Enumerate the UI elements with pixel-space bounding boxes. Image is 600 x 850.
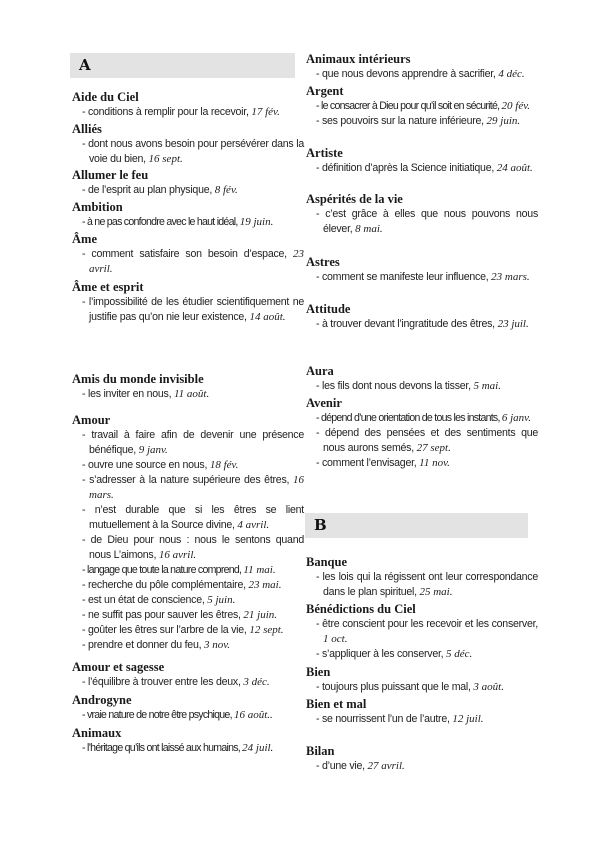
subentry-text: - dépend des pensées et des sentiments que nous aurons semés, [316, 427, 538, 454]
index-subentry [306, 456, 538, 471]
subentry-date: 20 fév. [501, 100, 531, 112]
index-subentry [306, 647, 538, 662]
index-subentry [306, 67, 538, 82]
index-term: Bien [306, 665, 331, 679]
subentry-date: 14 août. [249, 311, 286, 323]
index-subentry [72, 458, 304, 473]
subentry-date: 23 avril. [89, 248, 304, 275]
index-subentry [306, 426, 538, 456]
subentry-text: - à ne pas confondre avec le haut idéal, [82, 216, 240, 228]
index-term: Aura [306, 364, 334, 378]
subentry-date: 24 août. [496, 162, 533, 174]
subentry-text: - travail à faire afin de devenir une présence bénéfique, [82, 429, 304, 456]
subentry-text: - de Dieu pour nous : nous le sentons quand nous L’aimons, [82, 534, 304, 561]
subentry-date: 5 mai. [473, 380, 501, 392]
index-term: Âme [72, 232, 97, 246]
subentry-text: - ses pouvoirs sur la nature inférieure, [316, 115, 487, 127]
index-term: Attitude [306, 302, 351, 316]
subentry-text: - définition d’après la Science initiatique, [316, 162, 497, 174]
index-term: Bilan [306, 744, 335, 758]
subentry-text: - n’est durable que si les êtres se lient mutuellement à la Source divine, [82, 504, 304, 531]
subentry-date: 24 juil. [242, 742, 274, 754]
index-term: Animaux [72, 726, 122, 740]
index-term: Aspérités de la vie [306, 192, 403, 206]
subentry-text: - les fils dont nous devons la tisser, [316, 380, 474, 392]
subentry-date: 12 juil. [452, 713, 484, 725]
index-term: Amour et sagesse [72, 660, 165, 674]
index-subentry [306, 570, 538, 600]
subentry-date: 12 sept. [249, 624, 284, 636]
subentry-date: 4 avril. [237, 519, 270, 531]
index-term: Amis du monde invisible [72, 372, 204, 386]
subentry-date: 27 avril. [367, 760, 405, 772]
index-term: Astres [306, 255, 340, 269]
subentry-text: - l’impossibilité de les étudier scientifiquement ne justifie pas qu’on nie leur existence, [82, 296, 304, 323]
subentry-text: - l’héritage qu’ils ont laissé aux humains, [82, 742, 243, 754]
subentry-date: 23 mai. [248, 579, 282, 591]
subentry-date: 11 août. [174, 388, 210, 400]
index-entry [306, 364, 538, 394]
index-entry [72, 660, 304, 690]
section-letter: B [314, 516, 327, 534]
index-entry [72, 200, 304, 230]
subentry-text: - prendre et donner du feu, [82, 639, 204, 651]
subentry-date: 3 août. [473, 681, 504, 693]
subentry-date: 16 avril. [158, 549, 197, 561]
index-term: Alliés [72, 122, 102, 136]
index-subentry [306, 712, 538, 727]
subentry-text: - les inviter en nous, [82, 388, 174, 400]
subentry-text: - c’est grâce à elles que nous pouvons nous élever, [316, 208, 538, 235]
subentry-text: - vraie nature de notre être psychique, [82, 709, 234, 721]
subentry-text: - l’équilibre à trouver entre les deux, [82, 676, 244, 688]
subentry-text: - toujours plus puissant que le mal, [316, 681, 474, 693]
index-subentry [306, 759, 538, 774]
index-subentry [72, 623, 304, 638]
subentry-date: 11 mai. [243, 564, 276, 576]
subentry-date: 5 juin. [207, 594, 236, 606]
index-entry [306, 255, 538, 285]
index-entry [306, 396, 538, 471]
subentry-date: 19 juin. [239, 216, 274, 228]
index-subentry [72, 638, 304, 653]
index-term: Banque [306, 555, 347, 569]
section-header-a [70, 53, 295, 78]
index-subentry [72, 708, 304, 723]
subentry-text: - langage que toute la nature comprend, [82, 564, 244, 576]
index-subentry [306, 99, 538, 114]
subentry-text: - les lois qui la régissent ont leur correspondance dans le plan spirituel, [316, 571, 538, 598]
subentry-date: 8 mai. [355, 223, 383, 235]
subentry-date: 18 fév. [209, 459, 239, 471]
subentry-text: - ne suffit pas pour sauver les êtres, [82, 609, 244, 621]
subentry-text: - le consacrer à Dieu pour qu’il soit en sécurité, [316, 100, 502, 112]
index-subentry [306, 161, 538, 176]
index-term: Ambition [72, 200, 123, 214]
index-subentry [72, 608, 304, 623]
index-term: Artiste [306, 146, 343, 160]
index-subentry [72, 387, 304, 402]
index-subentry [72, 428, 304, 458]
subentry-date: 16 août.. [233, 709, 273, 721]
subentry-text: - est un état de conscience, [82, 594, 208, 606]
subentry-date: 4 déc. [498, 68, 525, 80]
index-subentry [72, 741, 304, 756]
section-header-b [305, 513, 528, 538]
subentry-text: - dont nous avons besoin pour persévérer dans la voie du bien, [82, 138, 304, 165]
subentry-text: - s’appliquer à les conserver, [316, 648, 447, 660]
subentry-text: - que nous devons apprendre à sacrifier, [316, 68, 499, 80]
index-entry [72, 280, 304, 325]
index-entry [306, 555, 538, 600]
subentry-date: 16 mars. [89, 474, 304, 501]
subentry-date: 25 mai. [419, 586, 453, 598]
index-subentry [72, 533, 304, 563]
index-entry [72, 413, 304, 653]
subentry-text: - conditions à remplir pour la recevoir, [82, 106, 252, 118]
subentry-date: 23 juil. [497, 318, 529, 330]
subentry-date: 3 déc. [243, 676, 270, 688]
subentry-text: - ouvre une source en nous, [82, 459, 210, 471]
subentry-date: 17 fév. [251, 106, 280, 118]
index-subentry [72, 105, 304, 120]
subentry-date: 6 janv. [501, 412, 531, 424]
subentry-text: - de l’esprit au plan physique, [82, 184, 215, 196]
index-subentry [72, 247, 304, 277]
subentry-text: - goûter les êtres sur l’arbre de la vie, [82, 624, 250, 636]
index-entry [72, 122, 304, 167]
subentry-date: 11 nov. [419, 457, 450, 469]
index-entry [72, 693, 304, 723]
index-term: Androgyne [72, 693, 132, 707]
index-term: Amour [72, 413, 111, 427]
index-subentry [72, 563, 304, 578]
index-subentry [72, 183, 304, 198]
index-subentry [306, 379, 538, 394]
index-entry [306, 744, 538, 774]
index-subentry [306, 207, 538, 237]
index-subentry [72, 578, 304, 593]
index-subentry [72, 593, 304, 608]
index-entry [306, 302, 538, 332]
section-letter: A [79, 56, 91, 74]
index-subentry [306, 114, 538, 129]
subentry-text: - comment l’envisager, [316, 457, 420, 469]
index-subentry [72, 473, 304, 503]
index-entry [306, 52, 538, 82]
subentry-date: 3 nov. [203, 639, 231, 651]
subentry-date: 9 janv. [138, 444, 168, 456]
index-term: Bénédictions du Ciel [306, 602, 416, 616]
index-subentry [72, 215, 304, 230]
subentry-date: 16 sept. [148, 153, 183, 165]
index-entry [306, 665, 538, 695]
index-entry [72, 168, 304, 198]
index-entry [306, 84, 538, 129]
index-entry [72, 372, 304, 402]
index-subentry [306, 617, 538, 647]
index-subentry [72, 503, 304, 533]
index-entry [306, 146, 538, 176]
index-subentry [306, 317, 538, 332]
subentry-text: - comment se manifeste leur influence, [316, 271, 492, 283]
subentry-text: - recherche du pôle complémentaire, [82, 579, 249, 591]
subentry-date: 8 fév. [214, 184, 238, 196]
subentry-date: 27 sept. [416, 442, 451, 454]
index-term: Animaux intérieurs [306, 52, 411, 66]
subentry-text: - se nourrissent l’un de l’autre, [316, 713, 453, 725]
index-term: Bien et mal [306, 697, 367, 711]
subentry-date: 23 mars. [491, 271, 530, 283]
index-subentry [72, 675, 304, 690]
index-term: Âme et esprit [72, 280, 144, 294]
index-entry [72, 90, 304, 120]
index-subentry [306, 270, 538, 285]
subentry-date: 5 déc. [446, 648, 473, 660]
index-entry [306, 697, 538, 727]
index-subentry [72, 295, 304, 325]
index-entry [72, 232, 304, 277]
index-entry [72, 726, 304, 756]
index-term: Avenir [306, 396, 342, 410]
subentry-text: - à trouver devant l’ingratitude des êtres, [316, 318, 498, 330]
subentry-text: - d’une vie, [316, 760, 368, 772]
subentry-date: 1 oct. [323, 633, 348, 645]
subentry-date: 29 juin. [486, 115, 521, 127]
subentry-text: - être conscient pour les recevoir et les conserver, [316, 618, 538, 630]
index-entry [306, 192, 538, 237]
index-term: Argent [306, 84, 344, 98]
subentry-date: 21 juin. [243, 609, 278, 621]
index-term: Aide du Ciel [72, 90, 139, 104]
subentry-text: - comment satisfaire son besoin d’espace, [82, 248, 293, 260]
index-term: Allumer le feu [72, 168, 149, 182]
index-subentry [306, 680, 538, 695]
index-subentry [306, 411, 538, 426]
index-subentry [72, 137, 304, 167]
index-entry [306, 602, 538, 662]
subentry-text: - dépend d’une orientation de tous les instants, [316, 412, 502, 424]
subentry-text: - s’adresser à la nature supérieure des êtres, [82, 474, 293, 486]
